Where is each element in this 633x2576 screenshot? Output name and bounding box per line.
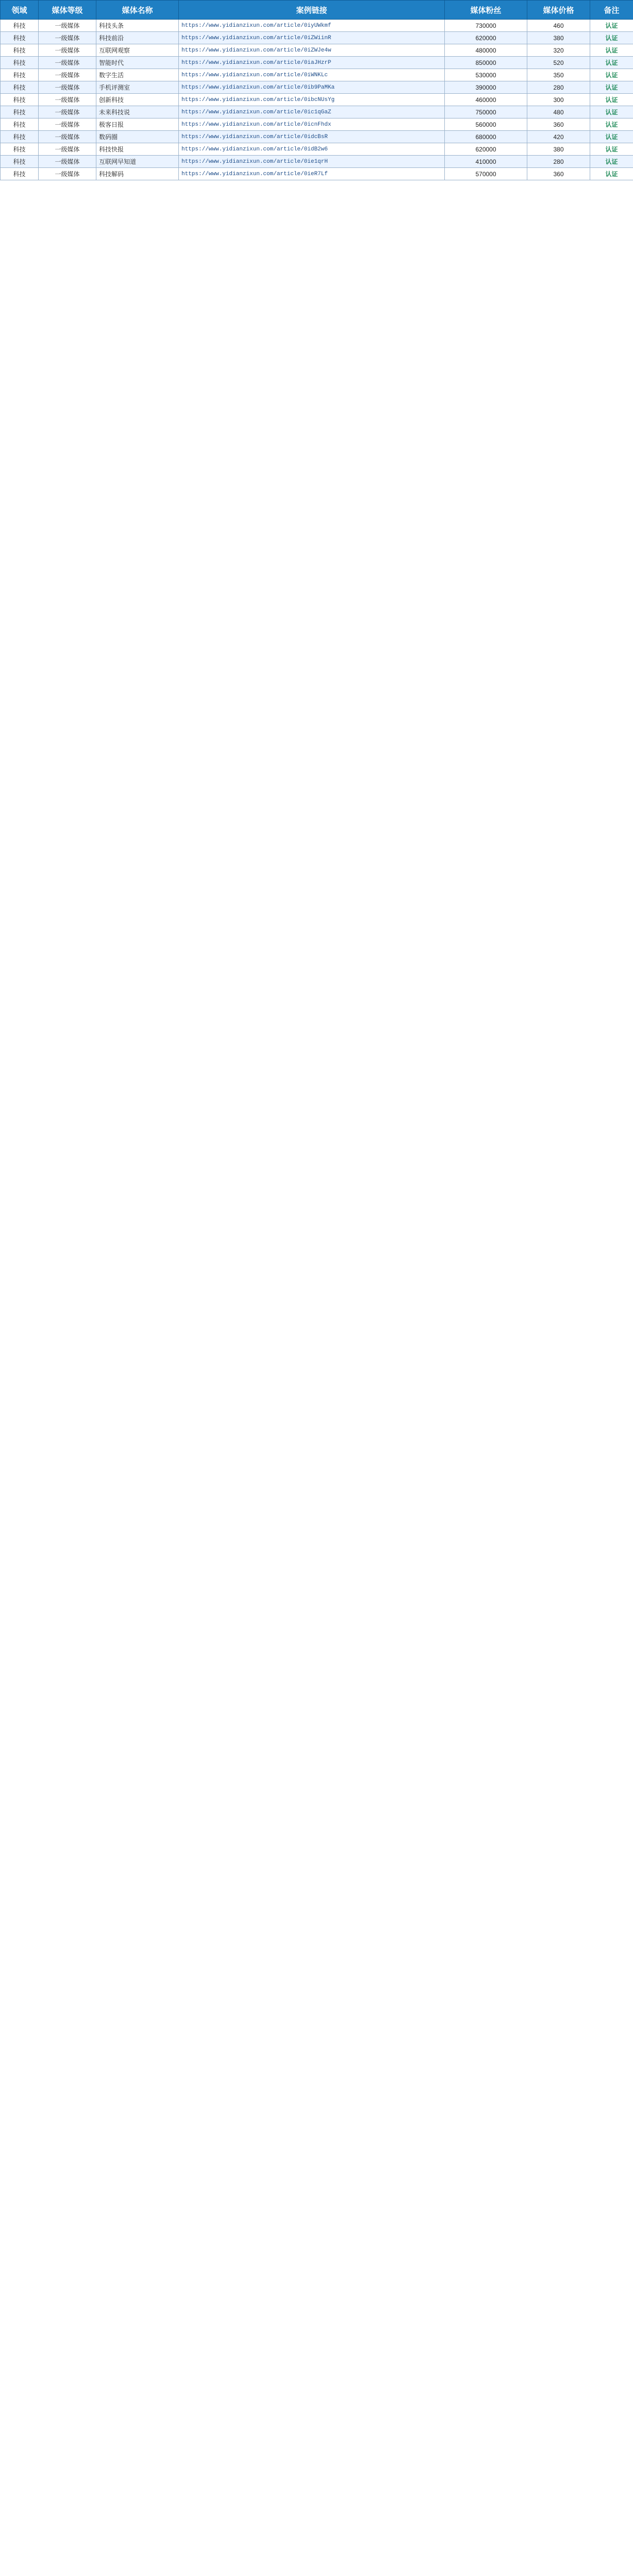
cell-price: 480 [527, 106, 590, 118]
table-row [1, 156, 633, 168]
cell-note: 认证 [590, 131, 633, 143]
cell-domain: 科技 [1, 69, 39, 81]
table-row [1, 118, 633, 131]
cell-fans: 480000 [445, 44, 527, 57]
cell-case-link[interactable]: https://www.yidianzixun.com/article/0iaJHzrP [179, 57, 445, 69]
cell-case-link[interactable]: https://www.yidianzixun.com/article/0ib9PaMKa [179, 81, 445, 94]
cell-case-link[interactable]: https://www.yidianzixun.com/article/0ic1qGaZ [179, 106, 445, 118]
cell-case-link[interactable]: https://www.yidianzixun.com/article/0icnFhdx [179, 118, 445, 131]
cell-media-name: 创新科技 [96, 94, 179, 106]
cell-note: 认证 [590, 94, 633, 106]
column-header-level: 媒体等级 [39, 1, 96, 20]
cell-note: 认证 [590, 44, 633, 57]
cell-fans: 390000 [445, 81, 527, 94]
cell-media-name: 科技解码 [96, 168, 179, 180]
cell-level: 一级媒体 [39, 168, 96, 180]
cell-fans: 850000 [445, 57, 527, 69]
cell-price: 360 [527, 118, 590, 131]
cell-level: 一级媒体 [39, 32, 96, 44]
column-header-name: 媒体名称 [96, 1, 179, 20]
cell-media-name: 科技快报 [96, 143, 179, 156]
cell-level: 一级媒体 [39, 143, 96, 156]
cell-domain: 科技 [1, 168, 39, 180]
cell-note: 认证 [590, 168, 633, 180]
cell-case-link[interactable]: https://www.yidianzixun.com/article/0idcBsR [179, 131, 445, 143]
cell-case-link[interactable]: https://www.yidianzixun.com/article/0iZWiinR [179, 32, 445, 44]
table-row [1, 106, 633, 118]
cell-domain: 科技 [1, 20, 39, 32]
cell-note: 认证 [590, 20, 633, 32]
cell-fans: 750000 [445, 106, 527, 118]
table-row [1, 94, 633, 106]
cell-price: 520 [527, 57, 590, 69]
cell-case-link[interactable]: https://www.yidianzixun.com/article/0iWNKLc [179, 69, 445, 81]
column-header-fans: 媒体粉丝 [445, 1, 527, 20]
cell-level: 一级媒体 [39, 20, 96, 32]
cell-fans: 730000 [445, 20, 527, 32]
cell-media-name: 手机评测室 [96, 81, 179, 94]
cell-domain: 科技 [1, 81, 39, 94]
cell-case-link[interactable]: https://www.yidianzixun.com/article/0iyUWkmf [179, 20, 445, 32]
cell-fans: 530000 [445, 69, 527, 81]
cell-domain: 科技 [1, 32, 39, 44]
cell-media-name: 数字生活 [96, 69, 179, 81]
cell-media-name: 互联网早知道 [96, 156, 179, 168]
table-row [1, 20, 633, 32]
cell-fans: 410000 [445, 156, 527, 168]
cell-domain: 科技 [1, 44, 39, 57]
cell-case-link[interactable]: https://www.yidianzixun.com/article/0idB2w6 [179, 143, 445, 156]
column-header-url: 案例链接 [179, 1, 445, 20]
cell-domain: 科技 [1, 118, 39, 131]
cell-case-link[interactable]: https://www.yidianzixun.com/article/0ieR7Lf [179, 168, 445, 180]
cell-price: 350 [527, 69, 590, 81]
cell-media-name: 智能时代 [96, 57, 179, 69]
cell-domain: 科技 [1, 131, 39, 143]
cell-note: 认证 [590, 81, 633, 94]
cell-note: 认证 [590, 118, 633, 131]
cell-price: 300 [527, 94, 590, 106]
table-row [1, 131, 633, 143]
cell-note: 认证 [590, 106, 633, 118]
header-row [1, 1, 633, 20]
cell-media-name: 科技头条 [96, 20, 179, 32]
cell-domain: 科技 [1, 106, 39, 118]
column-header-price: 媒体价格 [527, 1, 590, 20]
table-row [1, 44, 633, 57]
cell-media-name: 数码圈 [96, 131, 179, 143]
cell-price: 360 [527, 168, 590, 180]
cell-level: 一级媒体 [39, 94, 96, 106]
cell-note: 认证 [590, 156, 633, 168]
media-table [0, 0, 633, 180]
cell-media-name: 极客日报 [96, 118, 179, 131]
cell-price: 460 [527, 20, 590, 32]
cell-fans: 460000 [445, 94, 527, 106]
table-body [1, 20, 633, 180]
cell-media-name: 未来科技说 [96, 106, 179, 118]
cell-domain: 科技 [1, 156, 39, 168]
cell-fans: 570000 [445, 168, 527, 180]
cell-note: 认证 [590, 143, 633, 156]
cell-domain: 科技 [1, 57, 39, 69]
cell-case-link[interactable]: https://www.yidianzixun.com/article/0ibcNUsYg [179, 94, 445, 106]
cell-level: 一级媒体 [39, 156, 96, 168]
cell-media-name: 互联网观察 [96, 44, 179, 57]
cell-level: 一级媒体 [39, 118, 96, 131]
cell-note: 认证 [590, 57, 633, 69]
cell-price: 280 [527, 81, 590, 94]
cell-price: 280 [527, 156, 590, 168]
table-row [1, 81, 633, 94]
cell-fans: 680000 [445, 131, 527, 143]
cell-level: 一级媒体 [39, 81, 96, 94]
spreadsheet [0, 0, 633, 180]
cell-media-name: 科技前沿 [96, 32, 179, 44]
column-header-note: 备注 [590, 1, 633, 20]
table-row [1, 69, 633, 81]
cell-price: 320 [527, 44, 590, 57]
cell-fans: 620000 [445, 143, 527, 156]
cell-price: 420 [527, 131, 590, 143]
cell-domain: 科技 [1, 143, 39, 156]
cell-level: 一级媒体 [39, 44, 96, 57]
cell-level: 一级媒体 [39, 106, 96, 118]
cell-note: 认证 [590, 69, 633, 81]
table-row [1, 168, 633, 180]
table-row [1, 32, 633, 44]
cell-fans: 620000 [445, 32, 527, 44]
column-header-domain: 领域 [1, 1, 39, 20]
cell-level: 一级媒体 [39, 57, 96, 69]
table-row [1, 57, 633, 69]
cell-level: 一级媒体 [39, 69, 96, 81]
cell-price: 380 [527, 143, 590, 156]
cell-level: 一级媒体 [39, 131, 96, 143]
cell-fans: 560000 [445, 118, 527, 131]
cell-note: 认证 [590, 32, 633, 44]
cell-case-link[interactable]: https://www.yidianzixun.com/article/0ie1qrH [179, 156, 445, 168]
cell-case-link[interactable]: https://www.yidianzixun.com/article/0iZWJe4w [179, 44, 445, 57]
table-row [1, 143, 633, 156]
cell-price: 380 [527, 32, 590, 44]
cell-domain: 科技 [1, 94, 39, 106]
